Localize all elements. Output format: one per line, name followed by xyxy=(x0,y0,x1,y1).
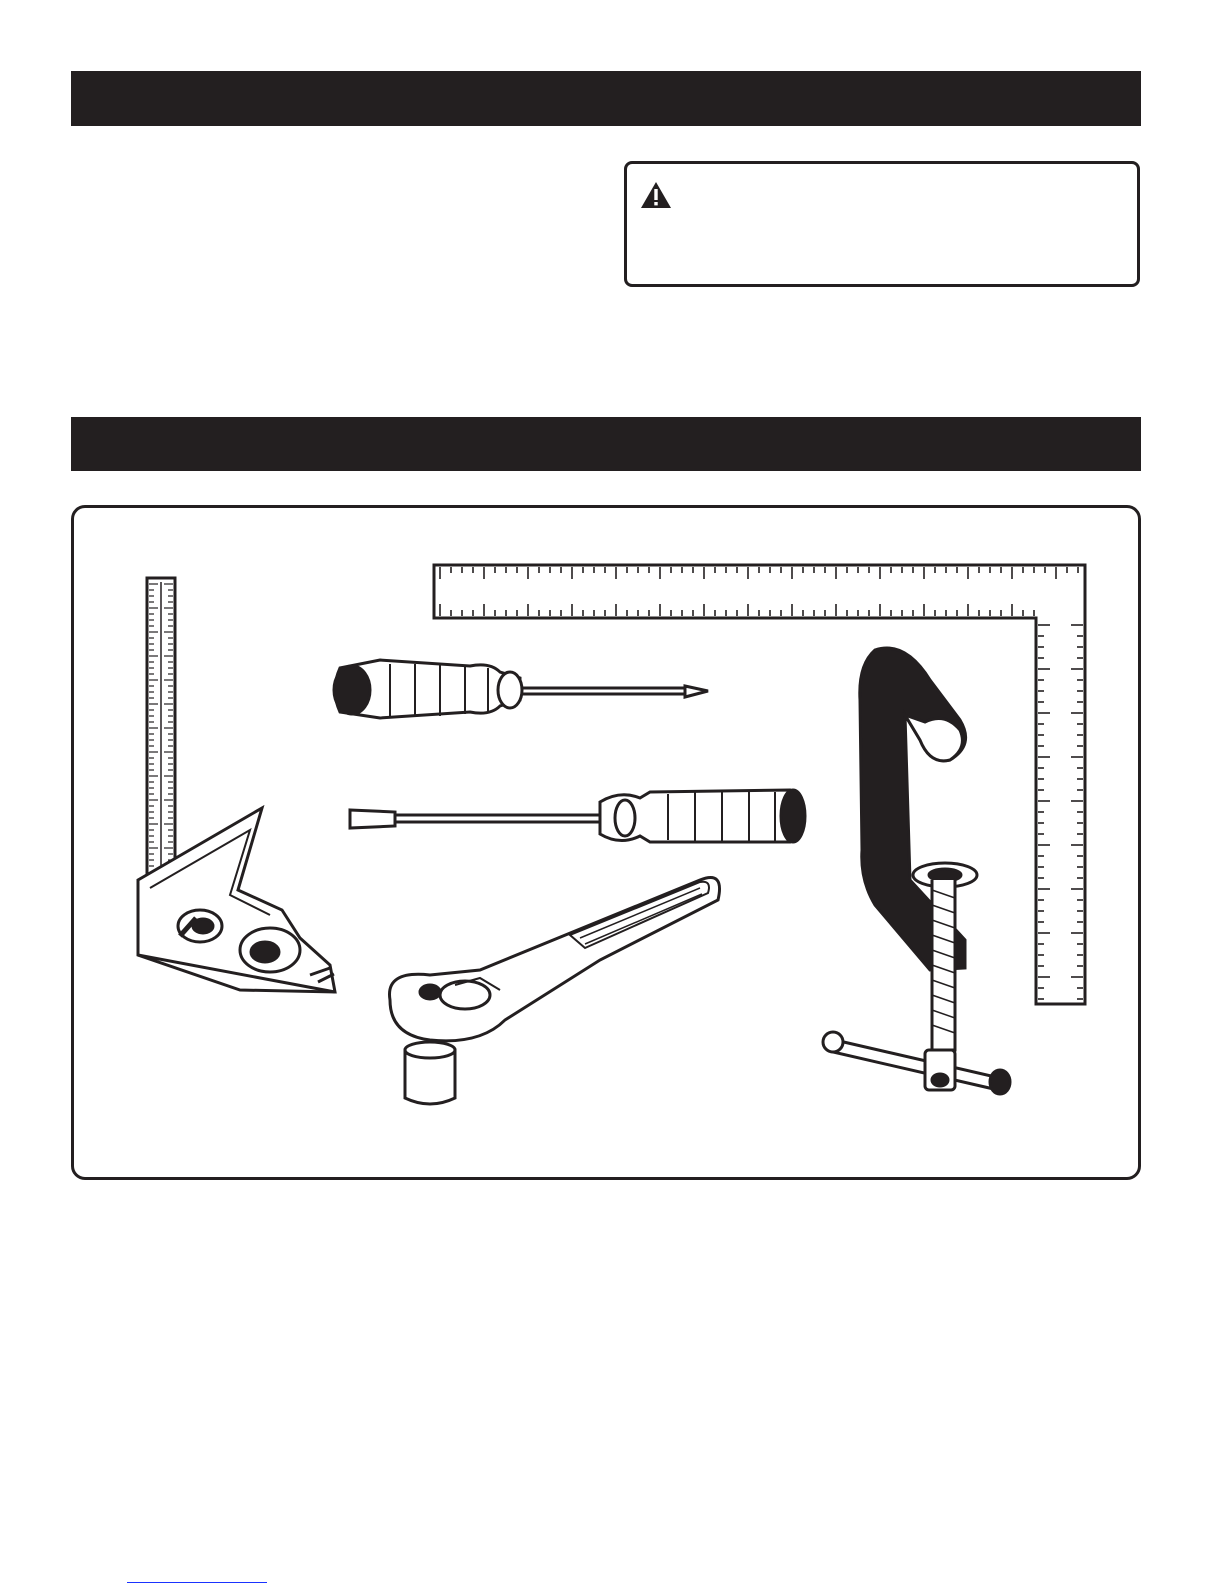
framing-square-icon xyxy=(434,565,1085,1004)
c-clamp-icon xyxy=(823,648,1010,1094)
ratchet-wrench-icon xyxy=(390,878,720,1105)
combination-square-icon xyxy=(138,578,335,992)
footer-link-underline[interactable] xyxy=(127,1582,267,1583)
flat-screwdriver-icon xyxy=(350,790,805,842)
phillips-screwdriver-icon xyxy=(334,660,708,718)
